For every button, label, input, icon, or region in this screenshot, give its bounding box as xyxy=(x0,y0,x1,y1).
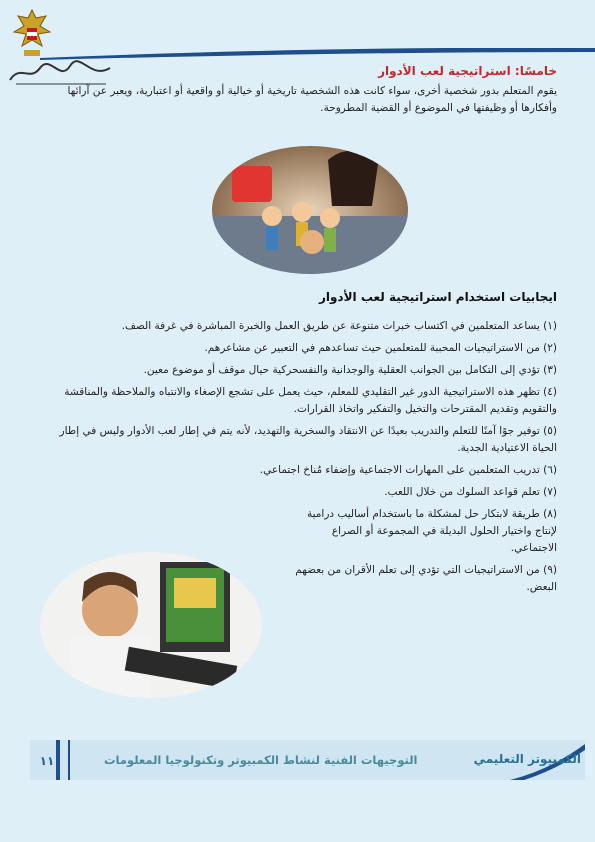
list-item: (٦) تدريب المتعلمين على المهارات الاجتماعية وإضفاء مُناخ اجتماعي. xyxy=(259,464,557,476)
page-number: ١١ xyxy=(39,754,55,768)
child-computer-photo xyxy=(40,552,262,698)
list-item: (٩) من الاستراتيجيات التي تؤدي إلى تعلم الأقران من بعضهم البعض. xyxy=(295,564,557,593)
list-item: (٨) طريقة لابتكار حل لمشكلة ما باستخدام أساليب درامية لإنتاج واختيار الحلول البديلة في المجموعة أو الصراع الاجتماعي. xyxy=(307,508,557,554)
list-item: (٣) تؤدي إلى التكامل بين الجوانب العقلية والوجدانية والنفسحركية حيال موقف أو موضوع معين. xyxy=(143,364,557,376)
header-decoration xyxy=(40,48,595,60)
children-puppets-photo xyxy=(212,146,408,274)
list-item: (٢) من الاستراتيجيات المحببة للمتعلمين حيث تساعدهم في التعبير عن مشاعرهم. xyxy=(204,342,557,354)
list-item: (٤) تظهر هذه الاستراتيجية الدور غير التقليدي للمعلم، حيث يعمل على تشجع الإصغاء والانتباه والملاحظة والمناقشة والتقويم وتقديم المقترحات والتخيل والتفكير واتخاذ القرارات. xyxy=(64,386,557,415)
egypt-eagle-emblem-icon xyxy=(10,6,54,66)
section-intro-paragraph: يقوم المتعلم بدور شخصية أخرى، سواء كانت هذه الشخصية تاريخية أو خيالية أو واقعية أو اعتبارية، ويعبر عن آرائها وأفكارها أو وظيفتها في الموضوع أو القضية المطروحة. xyxy=(67,85,557,114)
footer-subject: الكمبيوتر التعليمي xyxy=(473,752,581,766)
list-item: (٥) توفير جوًا آمنًا للتعلم والتدريب بعيدًا عن الانتقاد والسخرية والتهديد، لأنه يتم في إطار لعب الأدوار وليس في إطار الحياة الاعتيادية الجدية. xyxy=(59,425,557,454)
list-item: (١) يساعد المتعلمين في اكتساب خبرات متنوعة عن طريق العمل والخبرة المباشرة في غرفة الصف. xyxy=(121,320,557,332)
benefits-title: ايجابيات استخدام استراتيجية لعب الأدوار xyxy=(318,290,557,304)
footer-book-title: التوجيهات الفنية لنشاط الكمبيوتر وتكنولوجيا المعلومات xyxy=(104,753,418,767)
list-item: (٧) تعلم قواعد السلوك من خلال اللعب. xyxy=(384,486,557,498)
section-title-role-play: خامسًا: استراتيجية لعب الأدوار xyxy=(378,64,557,78)
